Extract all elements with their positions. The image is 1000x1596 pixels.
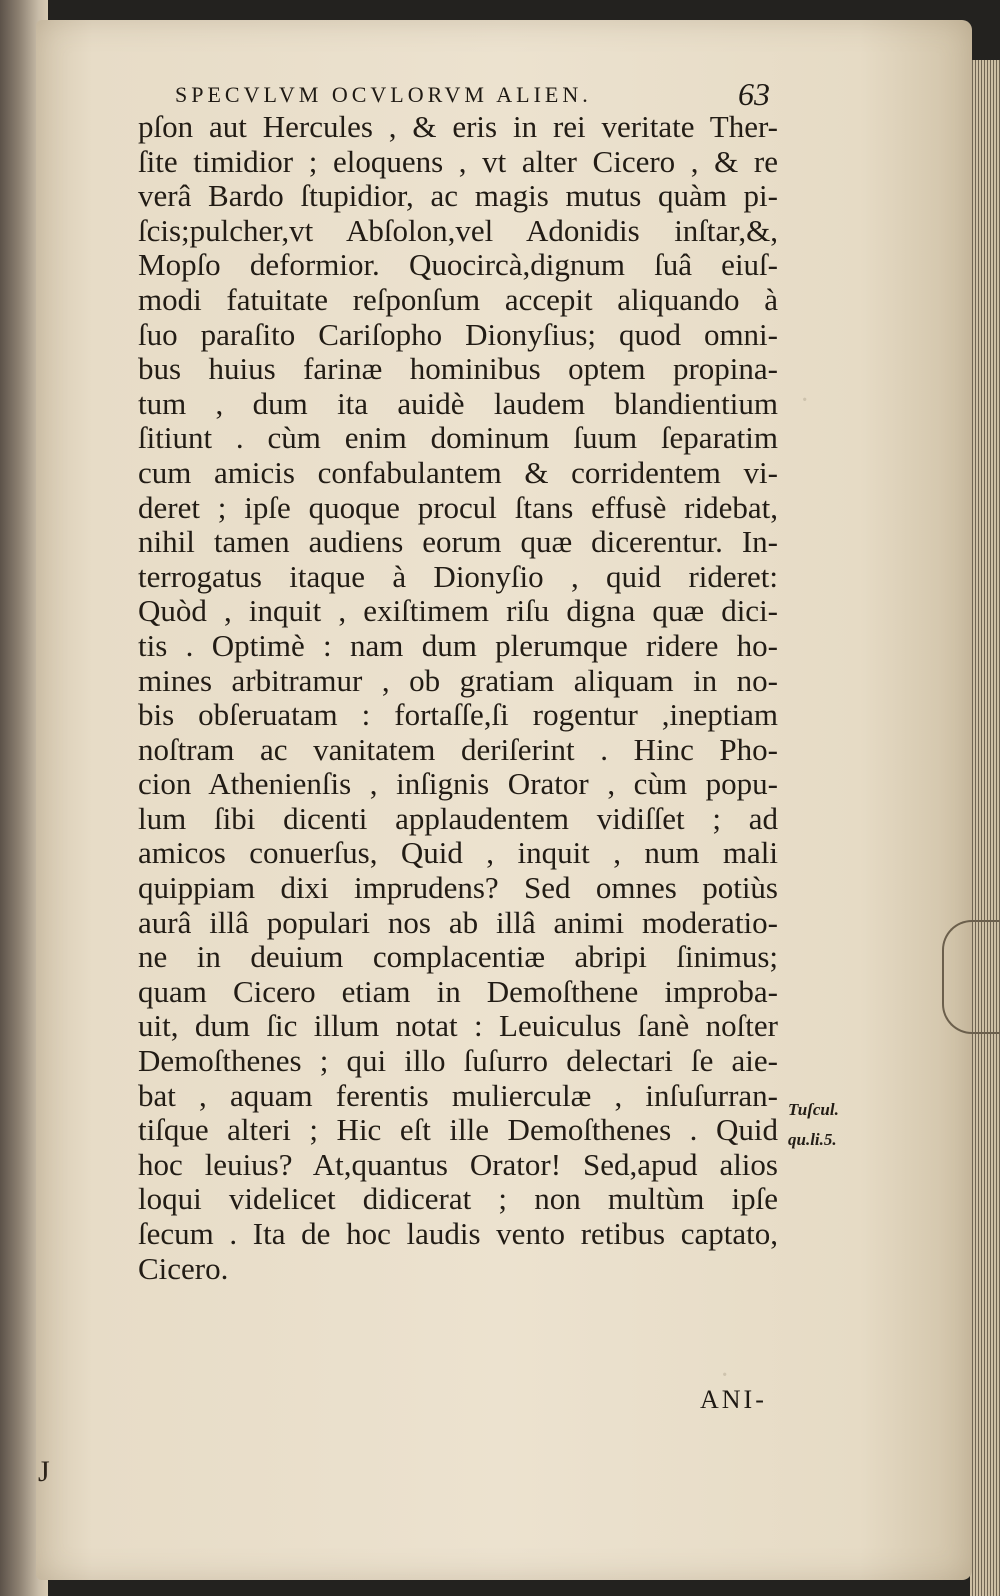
text-line: verâ Bardo ſtupidior, ac magis mutus quàm pi- xyxy=(138,178,778,214)
text-line: amicos conuerſus, Quid , inquit , num mali xyxy=(138,835,778,871)
text-line: bat , aquam ferentis mulierculæ , inſuſurran- xyxy=(138,1077,778,1113)
text-line: ne in deuium complacentiæ abripi ſinimus; xyxy=(138,939,778,975)
marginal-note-line: Tuſcul. xyxy=(788,1100,839,1119)
text-line: Cicero. xyxy=(138,1250,229,1286)
text-line: tum , dum ita auidè laudem blandientium xyxy=(138,385,778,421)
page-clasp-curve xyxy=(942,920,1000,1034)
text-line: lum ſibi dicenti applaudentem vidiſſet ; ad xyxy=(138,800,778,836)
page-stack-edge xyxy=(970,60,1000,1596)
text-line: pſon aut Hercules , & eris in rei veritate Ther- xyxy=(138,109,778,144)
page-number: 63 xyxy=(738,76,770,112)
show-through-smudge: · xyxy=(800,385,810,416)
text-line: cion Athenienſis , inſignis Orator , cùm popu- xyxy=(138,766,778,802)
text-line: tis . Optimè : nam dum plerumque ridere ho- xyxy=(138,627,778,663)
show-through-smudge: · xyxy=(720,1360,730,1391)
catchword: ANI- xyxy=(700,1385,767,1414)
text-line: loqui videlicet didicerat ; non multùm ipſe xyxy=(138,1181,778,1217)
text-line: ſitiunt . cùm enim dominum ſuum ſeparatim xyxy=(138,420,778,456)
text-line: Mopſo deformior. Quocircà,dignum ſuâ eiuſ- xyxy=(138,247,778,283)
text-line: cum amicis confabulantem & corridentem vi- xyxy=(138,454,778,490)
text-line: Quòd , inquit , exiſtimem riſu digna quæ dici- xyxy=(138,593,778,629)
text-line: uit, dum ſic illum notat : Leuiculus ſanè noſter xyxy=(138,1008,778,1044)
text-line: quippiam dixi imprudens? Sed omnes potiùs xyxy=(138,870,778,906)
text-line: ſecum . Ita de hoc laudis vento retibus captato, xyxy=(138,1216,778,1251)
text-line: mines arbitramur , ob gratiam aliquam in no- xyxy=(138,662,778,698)
text-line: ſite timidior ; eloquens , vt alter Cicero , & re xyxy=(138,143,778,179)
text-line: bus huius farinæ hominibus optem propina- xyxy=(138,351,778,387)
text-line: aurâ illâ populari nos ab illâ animi moderatio- xyxy=(138,904,778,940)
marginal-note xyxy=(788,1095,839,1155)
text-line: tiſque alteri ; Hic eſt ille Demoſthenes . Quid xyxy=(138,1112,778,1148)
text-line: Demoſthenes ; qui illo ſuſurro delectari ſe aie- xyxy=(138,1043,778,1079)
text-line: hoc leuius? At,quantus Orator! Sed,apud alios xyxy=(138,1146,778,1182)
body-text xyxy=(138,110,778,1286)
text-line: nihil tamen audiens eorum quæ dicerentur. In- xyxy=(138,524,778,560)
text-line: terrogatus itaque à Dionyſio , quid rideret: xyxy=(138,558,778,594)
text-line: modi fatuitate reſponſum accepit aliquando à xyxy=(138,281,778,317)
text-line: noſtram ac vanitatem deriſerint . Hinc Pho- xyxy=(138,731,778,767)
running-head-title: SPECVLVM OCVLORVM ALIEN. xyxy=(175,82,592,107)
ink-mark: J xyxy=(38,1455,50,1488)
marginal-note-line: qu.li.5. xyxy=(788,1130,837,1149)
text-line: quam Cicero etiam in Demoſthene improba- xyxy=(138,973,778,1009)
text-line: ſcis;pulcher,vt Abſolon,vel Adonidis inſtar,&, xyxy=(138,212,778,248)
text-line: ſuo paraſito Cariſopho Dionyſius; quod omni- xyxy=(138,316,778,352)
text-line: deret ; ipſe quoque procul ſtans effusè ridebat, xyxy=(138,489,778,525)
text-line: bis obſeruatam : fortaſſe,ſi rogentur ,ineptiam xyxy=(138,697,778,733)
